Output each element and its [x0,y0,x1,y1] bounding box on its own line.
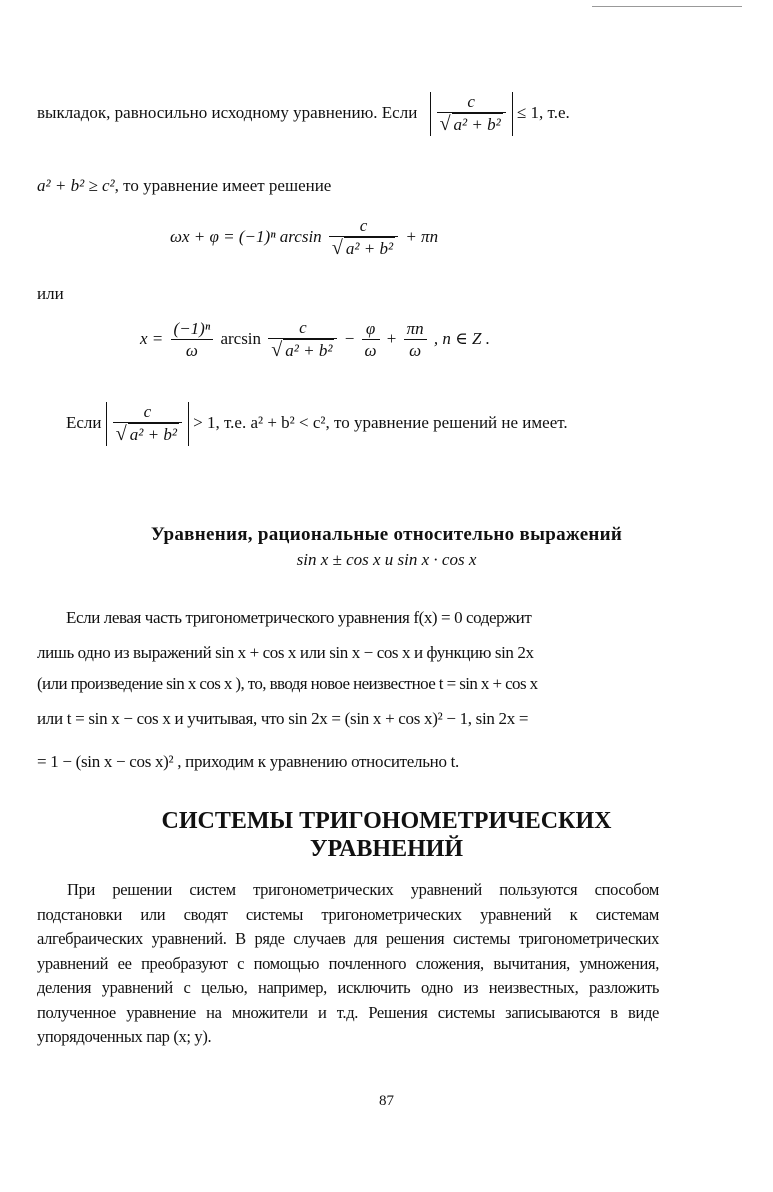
equation-2-fraction-1 [171,319,214,362]
paragraph-1-line-4: или t = sin x − cos x и учитывая, что sin 2x = (sin x + cos x)² − 1, sin 2x = [37,709,529,728]
fraction-denominator: √ a² + b² [439,113,501,135]
equation-2 [140,318,490,362]
condition-formula: a² + b² ≥ c² [37,176,115,195]
page-number: 87 [379,1093,394,1109]
fraction-denominator: ω [364,340,377,360]
equation-1 [170,216,438,260]
paragraph-2: При решении систем тригонометрических уравнений пользуются способом подстановки или сводят системы тригонометрических уравнений к системам алгебраических уравнений. В ряде случаев для решения системы тригонометрических уравнений ее преобразуют с помощью почленного сложения, вычитания, умножения, деления уравнений с целью, например, исключить одно из неизвестных, разложить полученное уравнение на множители и т.д. Решения системы записываются в виде упорядоченных пар (x; y). [37,880,659,1046]
fraction-numerator: φ [362,319,380,340]
fraction-denominator: ω [409,340,422,360]
equation-1-rhs: + πn [405,226,439,246]
no-solution-text: > 1, т.е. a² + b² < c², то уравнение решений не имеет. [193,412,568,432]
fraction-denominator: ω [185,340,198,360]
section-1-subtitle: sin x ± cos x и sin x · cos x [296,550,477,569]
equation-2-fraction-3 [362,319,380,362]
fraction-denominator: √ a² + b² [115,423,177,445]
fraction-numerator: c [113,402,182,423]
paragraph-1-line-3: (или произведение sin x cos x ), то, вводя новое неизвестное t = sin x + cos x [37,674,538,693]
equation-2-tail: , n ∈ Z . [433,328,490,348]
paragraph-1-line-1: Если левая часть тригонометрического уравнения f(x) = 0 содержит [66,608,532,627]
intro-text: выкладок, равносильно исходному уравнению. Если [37,102,418,122]
if-label: Если [66,412,102,432]
fraction-denominator: √ a² + b² [271,339,333,361]
fraction-numerator: c [437,92,506,113]
abs-fraction [106,402,189,446]
paragraph-1-line-5: = 1 − (sin x − cos x)² , приходим к уравнению относительно t. [37,752,459,771]
arcsin-label: arcsin [220,328,262,348]
plus-sign: + [386,328,397,348]
fraction-numerator: c [268,318,337,339]
equation-1-numerator: c [329,216,398,237]
intro-after: ≤ 1, т.е. [516,102,570,122]
or-label: или [37,284,64,303]
top-rule [592,6,742,7]
condition-line [37,176,331,196]
fraction-numerator: πn [404,319,427,340]
equation-2-fraction-2 [268,318,337,362]
paragraph-1-line-2: лишь одно из выражений sin x + cos x или sin x − cos x и функцию sin 2x [37,643,534,662]
minus-sign: − [344,328,355,348]
no-solution-line [66,402,568,446]
equation-2-fraction-4 [404,319,427,362]
section-2-title-line-2: УРАВНЕНИЙ [309,836,464,862]
equation-1-denominator: √ a² + b² [331,237,394,259]
fraction [437,92,506,136]
condition-text: , то уравнение имеет решение [114,176,332,195]
equation-2-x: x = [140,328,164,348]
intro-line [37,92,570,136]
fraction-numerator: (−1)ⁿ [171,319,214,340]
equation-1-fraction [329,216,398,260]
abs-fraction [430,92,513,136]
section-2-title-line-1: СИСТЕМЫ ТРИГОНОМЕТРИЧЕСКИХ [161,808,612,834]
equation-1-lhs: ωx + φ = (−1)ⁿ arcsin [170,226,322,246]
section-1-title: Уравнения, рациональные относительно выражений [150,524,623,545]
fraction [113,402,182,446]
